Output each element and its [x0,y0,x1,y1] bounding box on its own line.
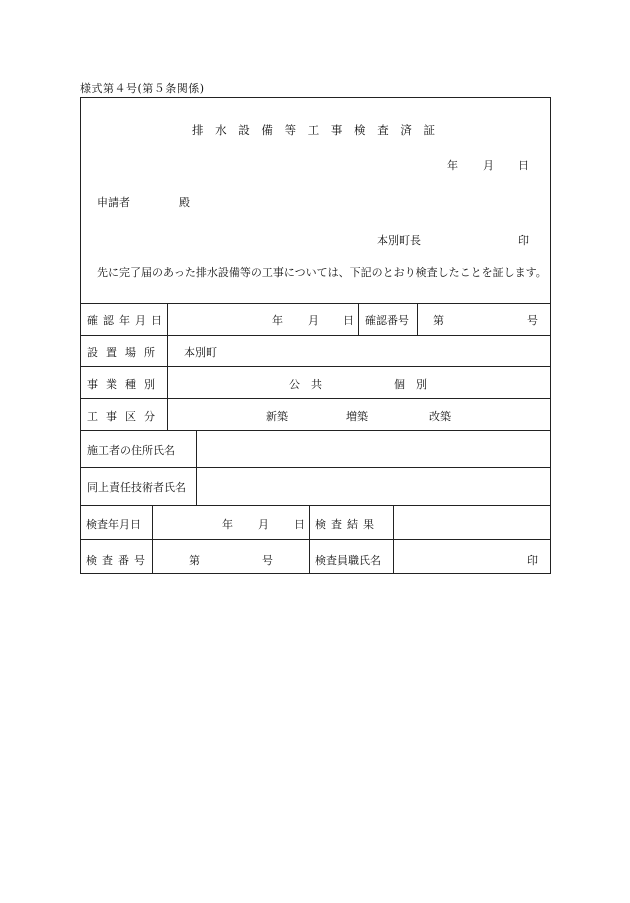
row-divider [81,430,550,431]
engineer-label: 同上責任技術者氏名 [87,481,186,494]
confirm-number-prefix: 第 [433,314,444,327]
confirm-date-label: 確認年月日 [87,314,167,327]
certification-text: 先に完了届のあった排水設備等の工事については、下記のとおり検査したことを証します。 [97,266,547,279]
work-class-label: 工事区分 [87,410,163,423]
inspector-label: 検査員職氏名 [315,554,381,567]
inspection-result-label: 検査結果 [315,518,379,531]
column-divider [309,505,310,574]
business-type-public: 公 共 [289,378,322,391]
confirm-number-label: 確認番号 [365,314,409,327]
work-class-new: 新築 [266,410,288,423]
label-column-divider [152,505,153,574]
confirm-number-suffix: 号 [527,314,538,327]
inspection-month: 月 [258,518,269,531]
confirm-year: 年 [272,314,283,327]
business-type-label: 事業種別 [87,378,163,391]
label-column-divider [196,430,197,505]
work-class-renovation: 改築 [429,410,451,423]
confirm-month: 月 [308,314,319,327]
row-divider [81,335,550,336]
inspection-number-prefix: 第 [189,554,200,567]
location-value: 本別町 [184,346,217,359]
location-label: 設置場所 [87,346,163,359]
inspection-number-suffix: 号 [262,554,273,567]
issue-date-year: 年 [447,159,458,172]
inspection-number-label: 検査番号 [86,554,150,567]
inspection-year: 年 [222,518,233,531]
applicant-label: 申請者 [97,196,130,209]
inspection-day: 日 [294,518,305,531]
contractor-label: 施工者の住所氏名 [87,444,175,457]
form-number: 様式第４号(第５条関係) [80,82,205,95]
label-column-divider [167,303,168,430]
business-type-private: 個 別 [394,378,427,391]
certificate-title: 排 水 設 備 等 工 事 検 査 済 証 [191,123,440,137]
inspection-date-label: 検査年月日 [86,518,141,531]
row-divider [81,398,550,399]
issue-date-month: 月 [483,159,494,172]
work-class-extension: 増築 [346,410,368,423]
confirm-day: 日 [343,314,354,327]
issuer-seal: 印 [518,234,529,247]
honorific: 殿 [179,196,190,209]
row-divider [81,467,550,468]
issue-date-day: 日 [518,159,529,172]
certificate-frame [80,97,551,574]
issuer-title: 本別町長 [377,234,421,247]
inspector-seal: 印 [527,554,538,567]
row-divider [81,366,550,367]
column-divider [393,505,394,574]
column-divider [417,303,418,335]
column-divider [358,303,359,335]
table-top-border [81,303,550,304]
